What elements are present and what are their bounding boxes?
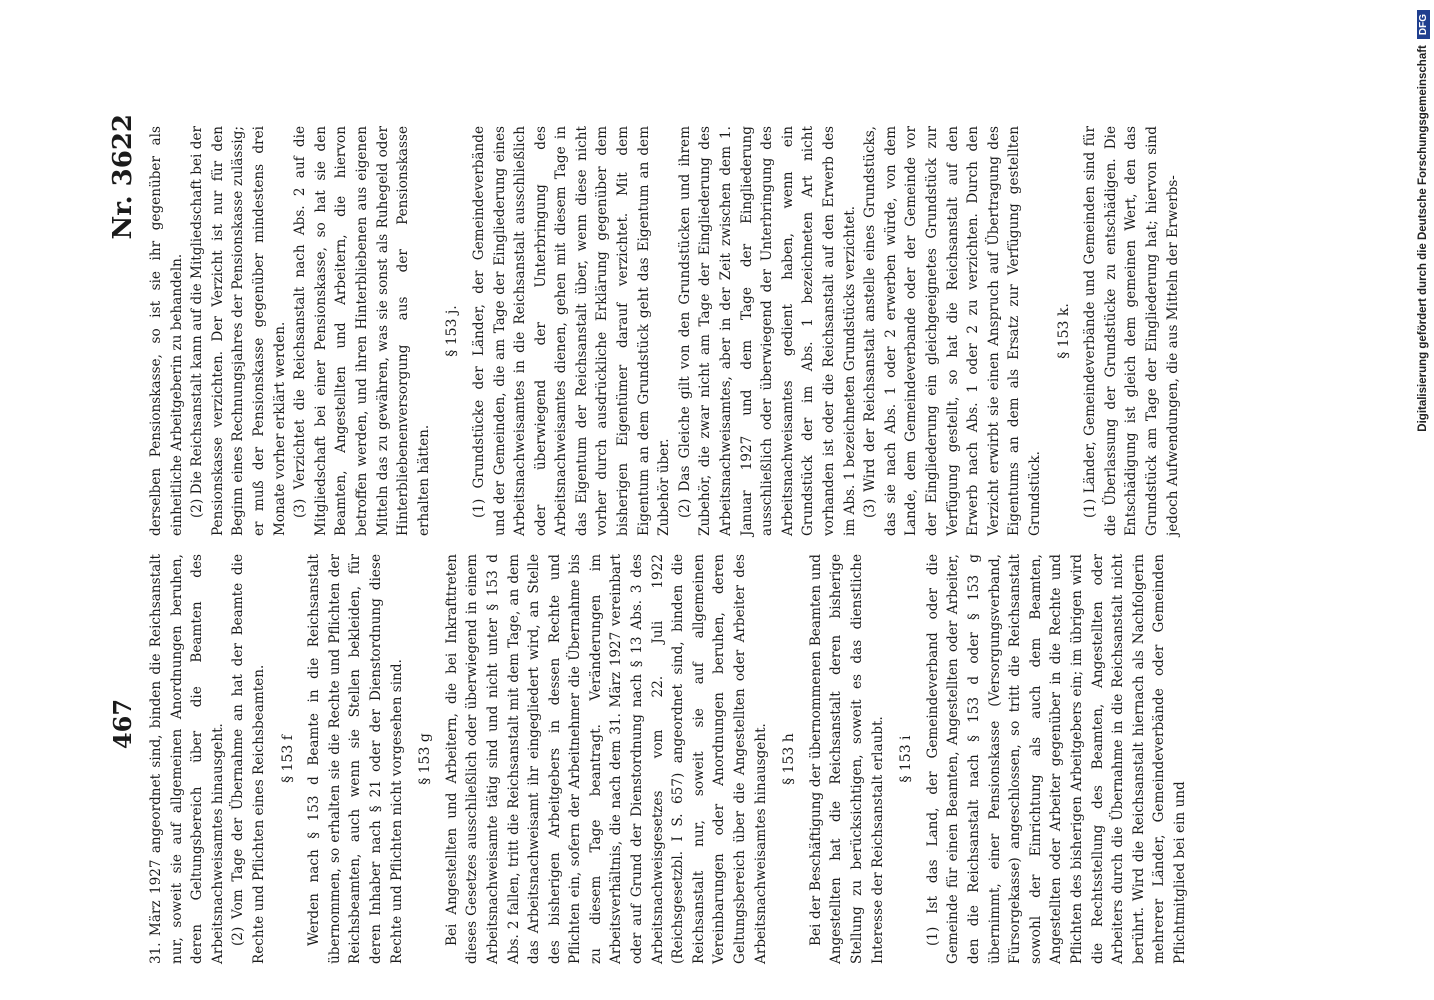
right-column bbox=[146, 126, 1181, 536]
paragraph: (2) Das Gleiche gilt von den Grundstücken und ihrem Zubehör, die zwar nicht am Tage der Eingliederung des Arbeitsnachweisamtes, aber in der Zeit zwischen dem 1. Januar 1927 und dem Tage der Eingliederung ausschließlich oder überwiegend der Unterbringung des Arbeitsnachweisamtes gedient haben, wenn ein Grundstück der im Abs. 1 bezeichneten Art nicht vorhanden ist oder die Reichsanstalt auf den Erwerb des im Abs. 1 bezeichneten Grundstücks verzichtet. bbox=[676, 126, 858, 536]
paragraph: Bei der Beschäftigung der übernommenen Beamten und Angestellten hat die Reichsanstalt deren bisherige Stellung zu berücksichtigen, soweit es das dienstliche Interesse der Reichsanstalt erlaubt. bbox=[807, 554, 886, 964]
issue-number: Nr. 3622 bbox=[108, 114, 138, 240]
paragraph: (3) Wird der Reichsanstalt anstelle eines Grundstücks, das sie nach Abs. 1 oder 2 erwerben würde, von dem Lande, dem Gemeindeverbande oder der Gemeinde vor der Eingliederung ein gleichgeeignetes Grundstück zur Verfügung gestellt, so hat die Reichsanstalt auf den Erwerb nach Abs. 1 oder 2 zu verzichten. Durch den Verzicht erwirbt sie einen Anspruch auf Übertragung des Eigentums an dem als Ersatz zur Verfügung gestellten Grundstück. bbox=[862, 126, 1043, 536]
section-heading: § 153 f bbox=[279, 735, 296, 783]
paragraph: (1) Grundstücke der Länder, der Gemeindeverbände und der Gemeinden, die am Tage der Eingliederung eines Arbeitsnachweisamtes in die Reichsanstalt ausschließlich oder überwiegend der Unterbringung des Arbeitsnachweisamtes dienen, gehen mit diesem Tage in das Eigentum der Reichsanstalt über, wenn diese nicht vorher durch ausdrückliche Erklärung gegenüber dem bisherigen Eigentümer darauf verzichtet. Mit dem Eigentum an dem Grundstück geht das Eigentum an dem Zubehör über. bbox=[470, 126, 673, 536]
paragraph: (3) Verzichtet die Reichsanstalt nach Abs. 2 auf die Mitgliedschaft bei einer Pensionskasse, so hat sie den Beamten, Angestellten und Arbeitern, die hiervon betroffen werden, und ihren Hinterbliebenen aus eigenen Mitteln das zu gewähren, was sie sonst als Ruhegeld oder Hinterbliebenenversorgung aus der Pensionskasse erhalten hätten. bbox=[292, 126, 432, 536]
section-heading: § 153 j. bbox=[444, 305, 461, 357]
paragraph: (2) Die Reichsanstalt kann auf die Mitgliedschaft bei der Pensionskasse verzichten. Der Verzicht ist nur für den Beginn eines Rechnungsjahres der Pensionskasse zulässig; er muß der Pensionskasse gegenüber mindestens drei Monate vorher erklärt werden. bbox=[189, 126, 288, 536]
section-heading: § 153 g bbox=[417, 733, 434, 785]
rotated-document-page bbox=[94, 108, 1416, 984]
paragraph: (1) Länder, Gemeindeverbände und Gemeinden sind für die Überlassung der Grundstücke zu entschädigen. Die Entschädigung ist gleich dem gemeinen Wert, den das Grundstück am Tage der Eingliederung hat; hiervon sind jedoch Aufwendungen, die aus Mitteln der Erwerbs- bbox=[1082, 126, 1181, 536]
section-heading: § 153 k. bbox=[1055, 303, 1072, 359]
paragraph: 31. März 1927 angeordnet sind, binden die Reichsanstalt nur, soweit sie auf allgemeinen Anordnungen beruhen, deren Geltungsbereich über die Beamten des Arbeitsnachweisamtes hinausgeht. bbox=[148, 554, 226, 964]
digitization-credit bbox=[1412, 10, 1434, 990]
paragraph: (2) Vom Tage der Übernahme an hat der Beamte die Rechte und Pflichten eines Reichsbeamten. bbox=[230, 554, 267, 964]
paragraph: Werden nach § 153 d Beamte in die Reichsanstalt übernommen, so erhalten sie die Rechte und Pflichten der Reichsbeamten, auch wenn sie Stellen bekleiden, für deren Inhaber nach § 21 oder der Dienstordnung diese Rechte und Pflichten nicht vorgesehen sind. bbox=[306, 554, 405, 964]
paragraph: Bei Angestellten und Arbeitern, die bei Inkrafttreten dieses Gesetzes ausschließlich oder überwiegend in einem Arbeitsnachweisamte tätig sind und nicht unter § 153 d Abs. 2 fallen, tritt die Reichsanstalt mit dem Tage, an dem das Arbeitsnachweisamt ihr eingegliedert wird, an Stelle des bisherigen Arbeitgebers in dessen Rechte und Pflichten ein, sofern der Arbeitnehmer die Übernahme bis zu diesem Tage beantragt. Veränderungen im Arbeitsverhältnis, die nach dem 31. März 1927 vereinbart oder auf Grund der Dienstordnung nach § 13 Abs. 3 des Arbeitsnachweisgesetzes vom 22. Juli 1922 (Reichsgesetzbl. I S. 657) angeordnet sind, binden die Reichsanstalt nur, soweit sie auf allgemeinen Vereinbarungen oder Anordnungen beruhen, deren Geltungsbereich über die Angestellten oder Arbeiter des Arbeitsnachweisamtes hinausgeht. bbox=[443, 554, 769, 964]
credit-text: Digitalisierung gefördert durch die Deutsche Forschungsgemeinschaft bbox=[1417, 45, 1429, 432]
section-heading: § 153 h bbox=[781, 733, 798, 785]
left-column bbox=[146, 554, 1188, 964]
paragraph: (1) Ist das Land, der Gemeindeverband oder die Gemeinde für einen Beamten, Angestellten oder Arbeiter, den die Reichsanstalt nach § 153 d oder § 153 g übernimmt, einer Pensionskasse (Versorgungsverband, Fürsorgekasse) angeschlossen, so tritt die Reichsanstalt sowohl der Einrichtung als auch dem Beamten, Angestellten oder Arbeiter gegenüber in die Rechte und Pflichten des bisherigen Arbeitgebers ein; im übrigen wird die Rechtsstellung des Beamten, Angestellten oder Arbeiters durch die Übernahme in die Reichsanstalt nicht berührt. Wird die Reichsanstalt hiernach als Nachfolgerin mehrerer Länder, Gemeindeverbände oder Gemeinden Pflichtmitglied bei ein und bbox=[924, 554, 1188, 964]
dfg-logo: DFG bbox=[1417, 10, 1430, 39]
page-number: 467 bbox=[108, 698, 137, 750]
paragraph: derselben Pensionskasse, so ist sie ihr gegenüber als einheitliche Arbeitgeberin zu behandeln. bbox=[148, 126, 185, 536]
section-heading: § 153 i bbox=[898, 735, 915, 783]
